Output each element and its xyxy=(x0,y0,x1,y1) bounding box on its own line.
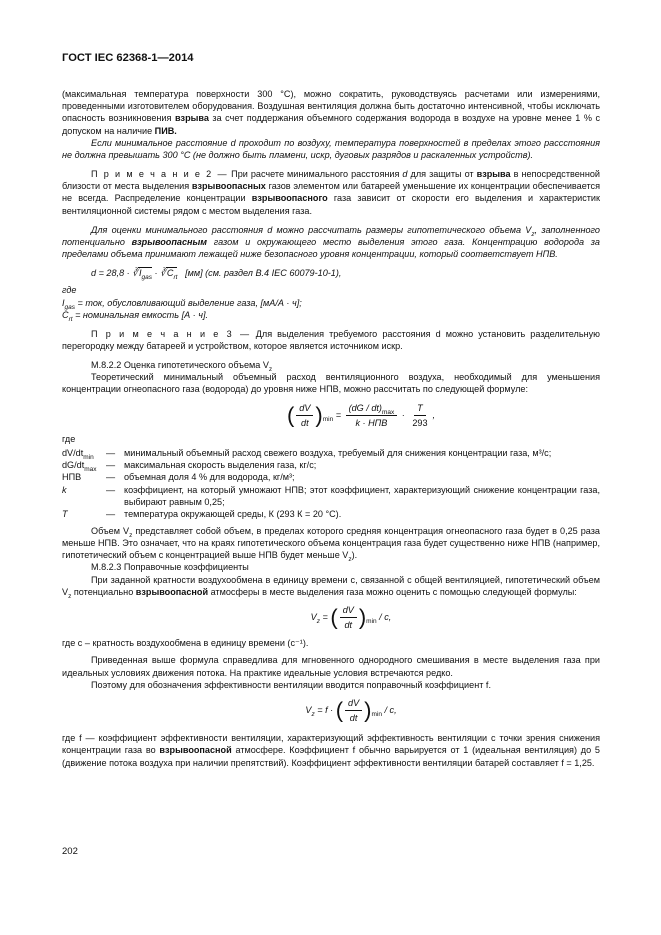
formula-min-flow: ( $\frac{dV}{dt}$ )$_{min}$ = $\frac{(dG / dt)_{max}}{\text{k · НПВ}}$ · $\frac{T}{293}$ , xyxy=(286,402,436,428)
paragraph-f-definition: где f — коэффициент эффективности вентиляции, характеризующий эффективность вентиляции с точки зрения снижения концентрации газа во взрывоопасной атмосфере. Коэффициент f обычно варьируется от 1 (идеальная вентиляция) до 5 (движение потока воздуха при наличии препятствий). Коэффициент эффективности вентиляции батарей составляет f = 1,25. xyxy=(62,733,600,768)
section-m822: М.8.2.2 Оценка гипотетического объема $V_z$ xyxy=(91,360,273,373)
document-header: ГОСТ IEC 62368-1—2014 xyxy=(62,52,194,64)
paragraph-vz-meaning: Объем $V_z$ представляет собой объем, в пределах которого средняя концентрация огнеопасного газа будет в 0,25 раза меньше НПВ. Это означает, что на краях гипотетического объема концентрация газа будет существенно ниже НПВ (например, гипотетический объем с концентрацией выше НПВ будет меньше $V_z$). xyxy=(62,526,600,564)
formula-vz: $V_z$ = ( $\frac{dV}{dt}$ )$_{min}$ / c, xyxy=(310,604,392,631)
paragraph-ventilation: (максимальная температура поверхности 300 °C), можно сократить, руководствуясь расчетами или измерениями, проведенными изготовителем оборудования. Воздушная вентиляция должна быть достаточно интенсивной, чтобы исключать опасность возникновения взрыва за счет поддержания объемного содержания водорода в воздухе на уровне менее 1 % с допуском на наличие ПИВ. xyxy=(62,89,600,136)
paragraph-min-flow: Теоретический минимальный объемный расход вентиляционного воздуха, необходимый для уменьшения концентрации огнеопасного газа (водорода) до уровня ниже НПВ, можно рассчитать по следующей формуле: xyxy=(62,372,600,395)
document-page xyxy=(62,52,600,769)
page-number: 202 xyxy=(62,846,78,857)
definition-row: НПВ — объемная доля 4 % для водорода, кг/м³; xyxy=(62,472,295,483)
definition-row: k — коэффициент, на который умножают НПВ; этот коэффициент, характеризующий снижение концентрации газа, выбирают равным 0,25; xyxy=(62,484,600,507)
paragraph-correction-factor: Поэтому для обозначения эффективности вентиляции вводится поправочный коэффициент f. xyxy=(91,679,491,690)
where-label-2: где xyxy=(62,433,76,444)
formula-distance: $d = 28,8 \cdot ∛I_{gas}$ · $∛C_{rt}$ [мм] (см. раздел В.4 IEC 60079-10-1), xyxy=(91,268,342,281)
paragraph-air-exchange: При заданной кратности воздухообмена в единицу времени c, связанной с общей вентиляцией, гипотетический объем $V_z$ потенциально взрывоопасной атмосферы в месте выделения газа можно оценить с помощью следующей формулы: xyxy=(62,574,600,600)
note-2: П р и м е ч а н и е 2 — При расчете минимального расстояния d для защиты от взрыва в непосредственной близости от места выделения взрывоопасных газов элементом или батареей уменьшение их концентрации обеспечивается не всегда. Распределение концентрации взрывоопасного газа зависит от скорости его выделения и характеристик вентиляционной системы рядом с местом выделения газа. xyxy=(62,169,600,216)
paragraph-instant-mixing: Приведенная выше формула справедлива для мгновенного однородного смешивания в месте выделения газа при идеальных условиях движения потока. На практике идеальные условия встречаются редко. xyxy=(62,655,600,678)
where-label-1: где xyxy=(62,285,77,296)
definition-row: $dG/dt_{max}$ — максимальная скорость выделения газа, кг/с; xyxy=(62,460,317,474)
section-m823: М.8.2.3 Поправочные коэффициенты xyxy=(91,562,249,573)
definition-list xyxy=(62,447,600,520)
paragraph-hypothetical-volume: Для оценки минимального расстояния d можно рассчитать размеры гипотетического объема $V_z$, заполненного потенциально взрывоопасным газом и окружающего место выделения этого газа. Концентрацию водорода за пределами объема принимают лежащей ниже безопасного уровня концентрации, который соответствует НПВ. xyxy=(62,224,600,260)
paragraph-c-definition: где c – кратность воздухообмена в единицу времени (с⁻¹). xyxy=(62,638,309,649)
note-3: П р и м е ч а н и е 3 — Для выделения требуемого расстояния d можно установить разделительную перегородку между батареей и устройством, которое является источником искр. xyxy=(62,328,600,351)
paragraph-distance-air: Если минимальное расстояние d проходит по воздуху, температура поверхностей в пределах этого рассстояния не должна превышать 300 °C (не должно быть пламени, искр, дуговых разрядов и раскаленных устройств). xyxy=(62,137,600,160)
formula-vz-f: $V_z = f$ · ( $\frac{dV}{dt}$ )$_{min}$ / c, xyxy=(305,697,397,724)
definition-row: $dV/dt_{min}$ — минимальный объемный расход свежего воздуха, требуемый для снижения концентрации газа, м³/с; xyxy=(62,448,552,461)
definition-row: T — температура окружающей среды, К (293 К = 20 °C). xyxy=(62,508,342,519)
def-igas: $I_{gas}$ = ток, обусловливающий выделение газа, [мА/А · ч]; xyxy=(62,297,302,311)
def-crt: $C_{rt}$ = номинальная емкость [А · ч]. xyxy=(62,309,209,323)
